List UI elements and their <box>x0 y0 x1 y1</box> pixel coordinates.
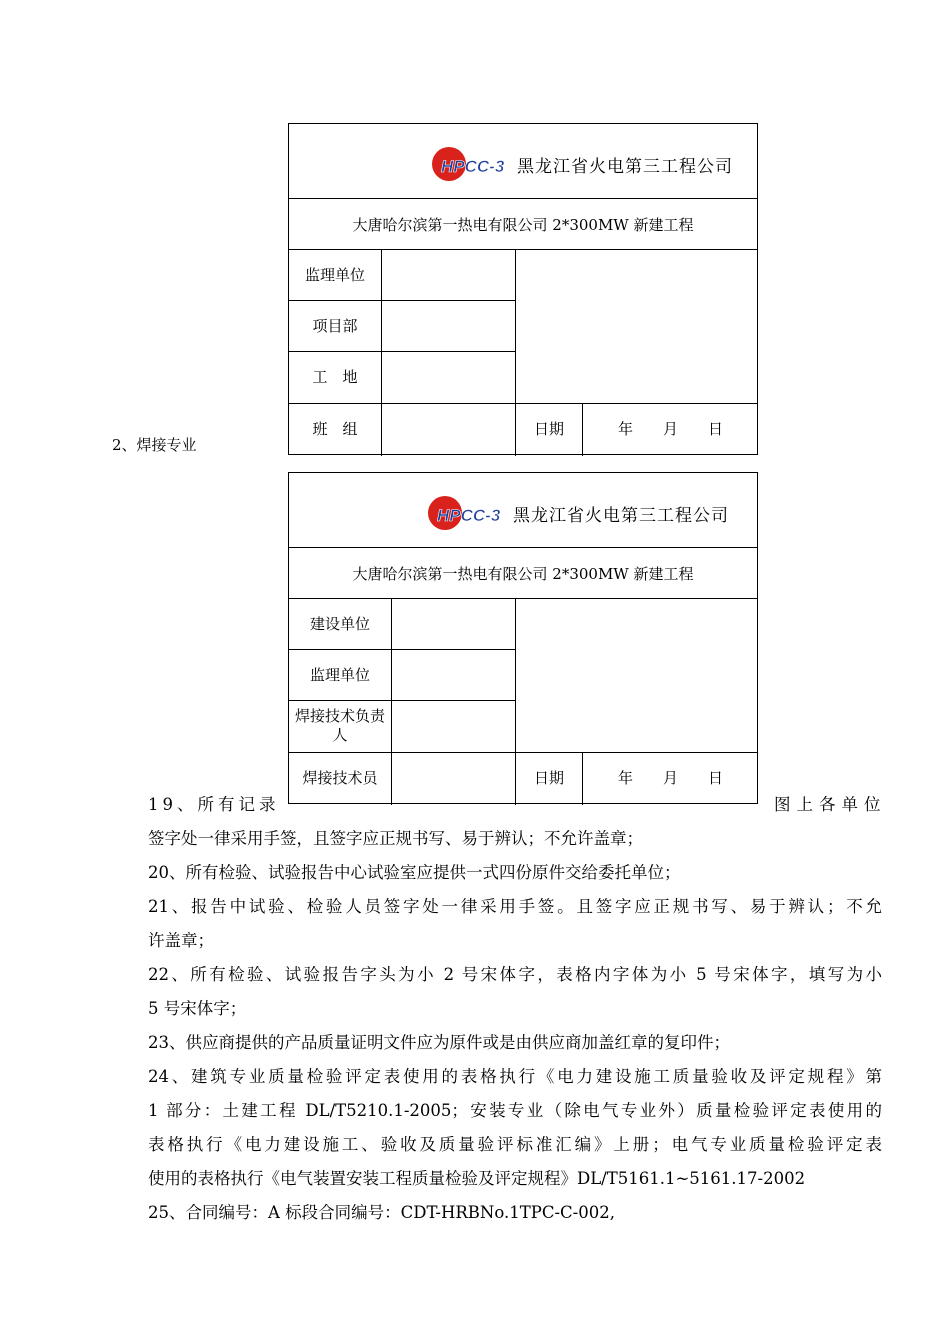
date-label: 日期 <box>533 420 564 438</box>
company-header <box>423 493 729 533</box>
date-label: 日期 <box>533 769 564 787</box>
stamp-row-label: 监理单位 <box>309 665 370 684</box>
stamp-row-label: 焊接技术负责人 <box>294 707 385 744</box>
paragraph-22-line: 5 号宋体字； <box>148 999 247 1018</box>
project-name: 大唐哈尔滨第一热电有限公司 2*300MW 新建工程 <box>352 565 694 583</box>
paragraph-24-line: 使用的表格执行《电气装置安装工程质量检验及评定规程》DL/T5161.1~5161.17-2002 <box>148 1169 806 1188</box>
paragraph-21-line: 21、报告中试验、检验人员签字处一律采用手签。且签字应正规书写、易于辨认；不允 <box>148 897 882 916</box>
paragraph-23: 23、供应商提供的产品质量证明文件应为原件或是由供应商加盖红章的复印件； <box>148 1033 730 1052</box>
stamp-row-label: 工 地 <box>312 367 358 386</box>
svg-text:HPCC-3: HPCC-3 <box>441 157 505 176</box>
paragraph-20: 20、所有检验、试验报告中心试验室应提供一式四份原件交给委托单位； <box>148 863 681 882</box>
stamp-row-label: 监理单位 <box>304 265 365 284</box>
paragraph-24-line: 24、建筑专业质量检验评定表使用的表格执行《电力建设施工质量验收及评定规程》第 <box>148 1067 882 1086</box>
company-header <box>427 144 733 184</box>
approval-stamp-1 <box>288 123 758 455</box>
paragraph-21-line: 许盖章； <box>148 931 214 950</box>
section-label: 2、焊接专业 <box>112 436 197 454</box>
date-fields: 年 月 日 <box>617 420 723 438</box>
paragraph-19-end: 图上各单位 <box>774 795 887 814</box>
approval-stamp-2 <box>288 472 758 804</box>
stamp-row-label: 焊接技术员 <box>302 769 378 787</box>
paragraph-24-line: 表格执行《电力建设施工、验收及质量验评标准汇编》上册；电气专业质量检验评定表 <box>148 1135 882 1154</box>
paragraph-19-start: 19、所有记录 <box>148 795 280 814</box>
stamp-row-label: 建设单位 <box>309 614 370 633</box>
stamp-row-label: 项目部 <box>312 316 358 335</box>
paragraph-24-line: 1 部分：土建工程 DL/T5210.1-2005；安装专业（除电气专业外）质量检验评定表使用的 <box>148 1101 882 1120</box>
project-name: 大唐哈尔滨第一热电有限公司 2*300MW 新建工程 <box>352 216 694 234</box>
company-name: 黑龙江省火电第三工程公司 <box>513 505 729 526</box>
stamp-row-label: 班 组 <box>312 420 358 438</box>
paragraph-19-continued: 签字处一律采用手签，且签字应正规书写、易于辨认；不允许盖章； <box>148 829 643 848</box>
hpcc-logo-icon <box>423 493 509 533</box>
hpcc-logo-icon <box>427 144 513 184</box>
date-fields: 年 月 日 <box>617 769 723 787</box>
paragraph-25: 25、合同编号：A 标段合同编号：CDT-HRBNo.1TPC-C-002, <box>148 1203 615 1222</box>
svg-text:HPCC-3: HPCC-3 <box>437 506 501 525</box>
paragraph-22-line: 22、所有检验、试验报告字头为小 2 号宋体字，表格内字体为小 5 号宋体字，填写为小 <box>148 965 882 984</box>
company-name: 黑龙江省火电第三工程公司 <box>517 156 733 177</box>
